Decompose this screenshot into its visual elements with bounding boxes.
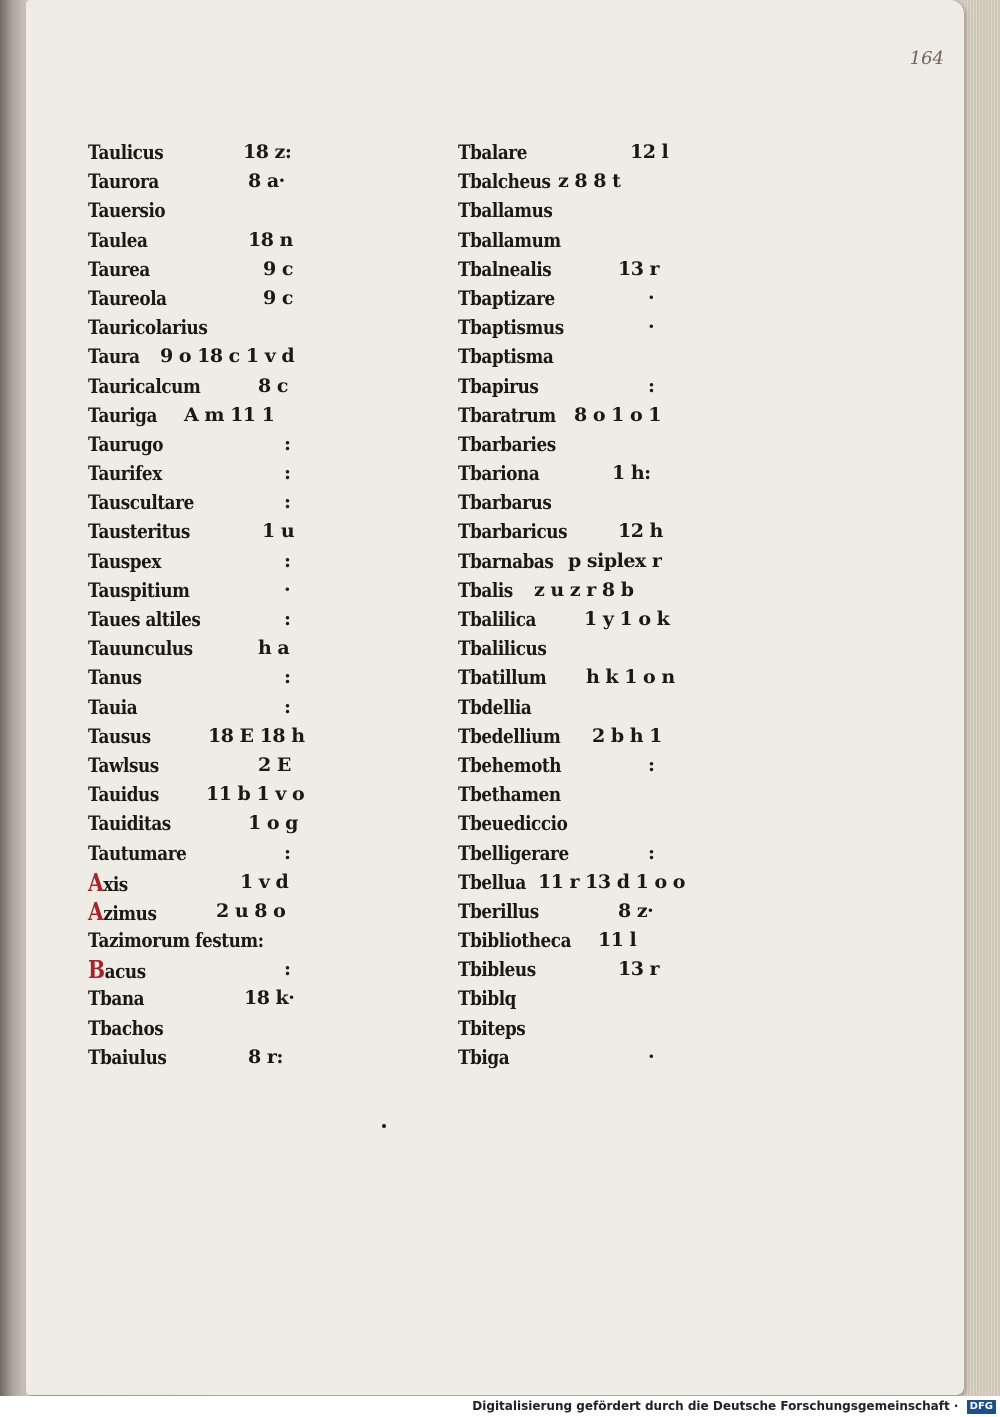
entry-word: Tbaptismus xyxy=(458,315,564,340)
entry-word: Taurea xyxy=(88,256,150,281)
index-entry xyxy=(458,839,698,868)
entry-word: Tbaptisma xyxy=(458,344,554,369)
index-entry xyxy=(458,605,698,634)
entry-word: Taureola xyxy=(88,285,167,310)
rubricated-initial: A xyxy=(88,896,104,926)
index-entry xyxy=(88,634,353,663)
entry-reference: 11 l xyxy=(598,929,637,952)
entry-word: Axis xyxy=(88,867,128,897)
index-entry xyxy=(458,488,698,517)
index-entry xyxy=(88,926,353,955)
index-entry xyxy=(88,1043,353,1072)
index-entry xyxy=(458,372,698,401)
entry-word: Tazimorum festum: xyxy=(88,928,264,953)
right-column xyxy=(458,138,698,1072)
entry-word: Tauspex xyxy=(88,548,161,573)
entry-word: Tauriga xyxy=(88,402,157,427)
index-entry xyxy=(88,196,353,225)
entry-word: Tbachos xyxy=(88,1015,164,1040)
index-entry xyxy=(458,255,698,284)
entry-word: Tbelligerare xyxy=(458,840,569,865)
index-entry xyxy=(88,488,353,517)
entry-word: Tberillus xyxy=(458,898,539,923)
entry-reference: 2 b h 1 xyxy=(592,724,662,747)
index-entry xyxy=(88,751,353,780)
index-entry xyxy=(458,663,698,692)
index-entry xyxy=(88,226,353,255)
entry-reference: 9 c xyxy=(263,257,293,280)
entry-reference: : xyxy=(284,491,291,514)
index-entry xyxy=(88,284,353,313)
entry-reference: 8 a· xyxy=(248,170,285,193)
index-entry xyxy=(88,809,353,838)
entry-reference: 1 o g xyxy=(248,812,298,835)
page-edges xyxy=(960,0,1000,1400)
entry-word: Tauricolarius xyxy=(88,315,208,340)
index-entry xyxy=(88,255,353,284)
index-entry xyxy=(88,897,353,926)
index-entry xyxy=(88,1014,353,1043)
index-entry xyxy=(458,576,698,605)
entry-reference: z 8 8 t xyxy=(558,170,621,193)
index-entry xyxy=(88,313,353,342)
entry-reference: : xyxy=(284,841,291,864)
entry-word: Tbalilica xyxy=(458,607,537,631)
entry-reference: 1 h: xyxy=(612,462,651,485)
entry-reference: 2 E xyxy=(258,753,291,776)
entry-word: Tbarbarus xyxy=(458,490,552,515)
entry-word: Tbdellia xyxy=(458,694,532,719)
entry-word: Tbehemoth xyxy=(458,752,562,777)
index-entry xyxy=(458,984,698,1013)
entry-word: Taulea xyxy=(88,227,148,252)
index-entry xyxy=(88,868,353,897)
entry-word: Taura xyxy=(88,344,140,369)
entry-word: Tbaptizare xyxy=(458,285,555,310)
entry-word: Tballamum xyxy=(458,227,561,252)
entry-reference: 18 k· xyxy=(244,987,295,1010)
entry-word: Tauscultare xyxy=(88,490,194,515)
entry-reference: : xyxy=(648,841,655,864)
entry-word: Tbalis xyxy=(458,577,513,602)
index-entry xyxy=(88,955,353,984)
entry-word: Tbellua xyxy=(458,869,526,894)
index-entry xyxy=(458,313,698,342)
index-entry xyxy=(88,167,353,196)
entry-word: Tbibleus xyxy=(458,957,536,982)
entry-word: Tbiblq xyxy=(458,986,516,1011)
entry-reference: 11 r 13 d 1 o o xyxy=(538,870,685,893)
index-entry xyxy=(458,751,698,780)
entry-reference: : xyxy=(284,462,291,485)
entry-word: Tbeuediccio xyxy=(458,811,568,836)
entry-word: Tautumare xyxy=(88,840,187,865)
entry-word: Taues altiles xyxy=(88,607,201,631)
entry-word: Tbarnabas xyxy=(458,548,554,573)
entry-reference: 2 u 8 o xyxy=(216,899,286,922)
index-entry xyxy=(88,372,353,401)
index-entry xyxy=(458,167,698,196)
left-column xyxy=(88,138,353,1072)
index-entry xyxy=(458,196,698,225)
entry-word: Tbalnealis xyxy=(458,256,552,281)
index-entry xyxy=(88,663,353,692)
entry-reference: : xyxy=(284,695,291,718)
index-entry xyxy=(458,401,698,430)
entry-reference: : xyxy=(284,608,291,630)
footer-credit xyxy=(0,1396,1000,1417)
entry-word: Tbiga xyxy=(458,1044,510,1069)
entry-word: Tbarbaricus xyxy=(458,519,568,544)
index-entry xyxy=(458,284,698,313)
entry-word: Taurora xyxy=(88,169,159,194)
index-entry xyxy=(88,342,353,371)
index-entry xyxy=(458,868,698,897)
entry-word: Tauia xyxy=(88,694,138,719)
index-entry xyxy=(458,547,698,576)
entry-word: Tbalcheus xyxy=(458,169,551,194)
page-dot-mark xyxy=(382,1124,386,1128)
entry-word: Tbana xyxy=(88,986,145,1011)
entry-word: Tauricalcum xyxy=(88,373,201,398)
entry-word: Tbaiulus xyxy=(88,1044,167,1069)
index-entry xyxy=(458,809,698,838)
index-entry xyxy=(458,430,698,459)
entry-reference: : xyxy=(648,753,655,776)
entry-word: Tballamus xyxy=(458,198,553,223)
index-entry xyxy=(458,517,698,546)
index-entry xyxy=(458,722,698,751)
entry-reference: z u z r 8 b xyxy=(534,578,634,601)
entry-word: Taurifex xyxy=(88,461,162,486)
index-entry xyxy=(458,459,698,488)
entry-word: Tbiteps xyxy=(458,1015,526,1040)
entry-reference: 1 y 1 o k xyxy=(584,608,670,630)
entry-word: Tbalilicus xyxy=(458,636,547,661)
index-entry xyxy=(88,459,353,488)
entry-reference: 9 o 18 c 1 v d xyxy=(160,345,295,368)
entry-word: Tbapirus xyxy=(458,373,539,398)
entry-word: Tauersio xyxy=(88,198,166,223)
index-entry xyxy=(458,1043,698,1072)
entry-reference: : xyxy=(284,549,291,572)
index-entry xyxy=(458,1014,698,1043)
entry-reference: A m 11 1 xyxy=(184,403,275,426)
index-entry xyxy=(88,984,353,1013)
entry-word: Tbarbaries xyxy=(458,431,556,456)
entry-reference: · xyxy=(284,578,291,601)
entry-reference: 12 h xyxy=(618,520,663,543)
entry-reference: 13 r xyxy=(618,958,660,981)
entry-reference: 13 r xyxy=(618,257,660,280)
index-entry xyxy=(88,693,353,722)
entry-reference: 1 v d xyxy=(240,870,289,893)
entry-reference: 8 r: xyxy=(248,1045,283,1068)
entry-reference: p siplex r xyxy=(568,549,662,572)
entry-word: Tbibliotheca xyxy=(458,928,572,953)
entry-reference: 12 l xyxy=(630,141,669,163)
entry-reference: 8 o 1 o 1 xyxy=(574,403,661,426)
folio-number: 164 xyxy=(909,48,944,69)
entry-word: Tawlsus xyxy=(88,752,159,777)
rubricated-initial: B xyxy=(88,955,105,985)
entry-word: Tausus xyxy=(88,723,151,748)
entry-reference: h k 1 o n xyxy=(586,666,675,689)
entry-reference: 8 c xyxy=(258,374,288,397)
index-entry xyxy=(458,955,698,984)
index-entry xyxy=(88,401,353,430)
index-entry xyxy=(458,897,698,926)
entry-reference: 18 z: xyxy=(243,141,292,163)
index-entry xyxy=(458,138,698,167)
entry-reference: 8 z· xyxy=(618,899,654,922)
index-entry xyxy=(458,693,698,722)
entry-word: Tauunculus xyxy=(88,636,193,661)
index-entry xyxy=(88,430,353,459)
entry-word: Tanus xyxy=(88,665,142,690)
rubricated-initial: A xyxy=(88,867,104,897)
entry-word: Tbaratrum xyxy=(458,402,556,427)
index-entry xyxy=(88,547,353,576)
entry-word: Tbalare xyxy=(458,140,528,164)
entry-reference: 18 n xyxy=(248,228,293,251)
entry-reference: h a xyxy=(258,637,290,660)
entry-word: Tauspitium xyxy=(88,577,190,602)
entry-word: Azimus xyxy=(88,896,157,926)
entry-word: Tbedellium xyxy=(458,723,561,748)
index-entry xyxy=(458,226,698,255)
entry-reference: 11 b 1 v o xyxy=(206,783,305,806)
index-entry xyxy=(458,634,698,663)
index-entry xyxy=(88,839,353,868)
entry-reference: · xyxy=(648,1045,655,1068)
entry-word: Tbatillum xyxy=(458,665,547,690)
index-entry xyxy=(458,342,698,371)
entry-reference: · xyxy=(648,316,655,339)
index-entry xyxy=(88,517,353,546)
entry-word: Taulicus xyxy=(88,140,164,164)
index-entry xyxy=(458,926,698,955)
entry-word: Tauidus xyxy=(88,782,159,807)
entry-word: Taurugo xyxy=(88,431,164,456)
index-entry xyxy=(458,780,698,809)
entry-reference: · xyxy=(648,286,655,309)
entry-reference: 1 u xyxy=(262,520,295,543)
entry-reference: : xyxy=(284,958,291,981)
entry-word: Tauiditas xyxy=(88,811,171,836)
entry-word: Bacus xyxy=(88,955,146,985)
entry-reference: : xyxy=(284,432,291,455)
entry-reference: : xyxy=(648,374,655,397)
entry-word: Tausteritus xyxy=(88,519,190,544)
book-page xyxy=(26,0,964,1395)
footer-text: Digitalisierung gefördert durch die Deutsche Forschungsgemeinschaft · xyxy=(472,1399,959,1413)
index-entry xyxy=(88,780,353,809)
index-entry xyxy=(88,576,353,605)
index-entry xyxy=(88,605,353,634)
entry-reference: 18 E 18 h xyxy=(208,724,305,747)
entry-word: Tbariona xyxy=(458,461,540,486)
dfg-logo-icon: DFG xyxy=(967,1400,996,1414)
entry-reference: : xyxy=(284,666,291,689)
index-entry xyxy=(88,138,353,167)
entry-reference: 9 c xyxy=(263,286,293,309)
index-entry xyxy=(88,722,353,751)
entry-word: Tbethamen xyxy=(458,782,561,807)
